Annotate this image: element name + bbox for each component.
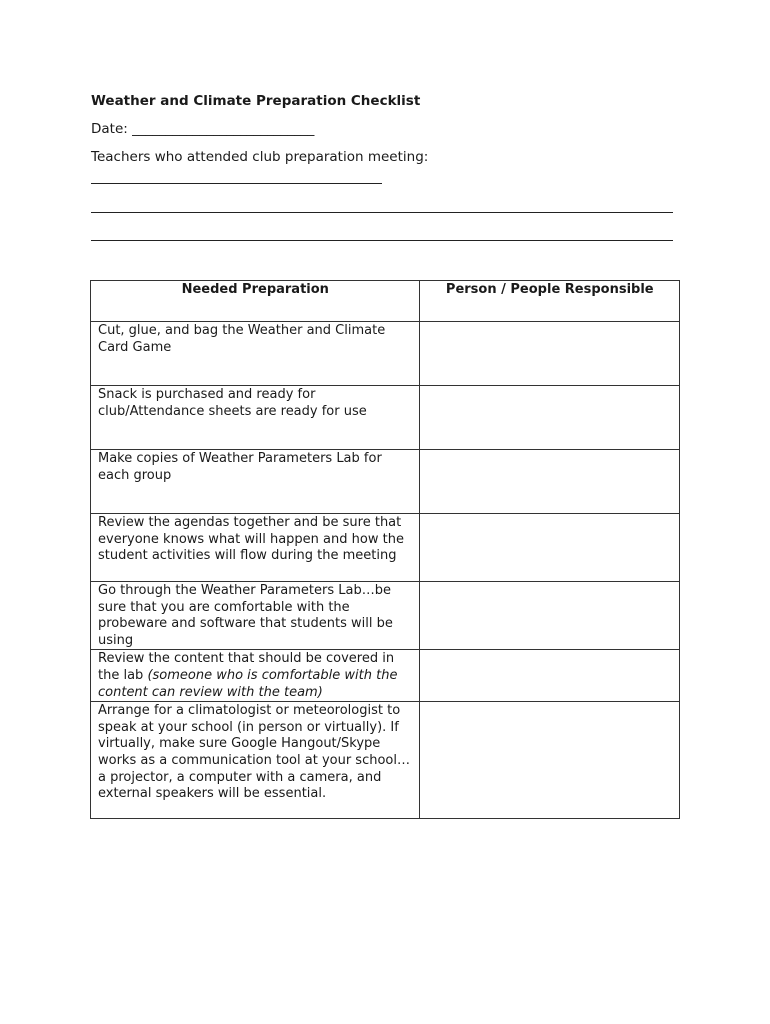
teachers-attended-label: Teachers who attended club preparation meeting: (91, 149, 429, 165)
task-text: Arrange for a climatologist or meteorologist to speak at your school (in person or virtually). If virtually, make sure Google Hangout/Skype works as a communication tool at your school…a projector, a computer with a camera, and external speakers will be essential. (98, 703, 410, 802)
table-row (91, 514, 680, 582)
teachers-blank-line-2 (91, 212, 673, 213)
task-text: Cut, glue, and bag the Weather and Climate Card Game (98, 323, 386, 355)
header-person-responsible: Person / People Responsible (419, 281, 679, 322)
task-cell (91, 322, 420, 386)
table-header-row (91, 281, 680, 322)
responsible-cell (419, 650, 679, 702)
task-text: Review the content that should be covered in the lab (98, 651, 395, 683)
task-note-italic: (someone who is comfortable with the content can review with the team) (98, 667, 398, 700)
responsible-cell (419, 582, 679, 650)
responsible-cell (419, 514, 679, 582)
table-row (91, 322, 680, 386)
task-cell (91, 450, 420, 514)
task-cell (91, 386, 420, 450)
task-cell (91, 582, 420, 650)
task-text: Review the agendas together and be sure that everyone knows what will happen and how the student activities will flow during the meeting (98, 515, 404, 564)
document-title: Weather and Climate Preparation Checklist (91, 93, 421, 109)
header-needed-preparation: Needed Preparation (91, 281, 420, 322)
table-row (91, 650, 680, 702)
task-cell (91, 702, 420, 819)
responsible-cell (419, 702, 679, 819)
table-row (91, 386, 680, 450)
task-text: Go through the Weather Parameters Lab…be sure that you are comfortable with the probeware and software that students will be using (98, 583, 393, 648)
task-text: Snack is purchased and ready for club/Attendance sheets are ready for use (98, 387, 367, 419)
task-cell (91, 514, 420, 582)
table-row (91, 582, 680, 650)
table-row (91, 702, 680, 819)
teachers-blank-line-3 (91, 240, 673, 241)
preparation-table (90, 280, 680, 819)
task-text: Make copies of Weather Parameters Lab for each group (98, 451, 382, 483)
table-row (91, 450, 680, 514)
responsible-cell (419, 450, 679, 514)
date-field-label: Date: ___________________________ (91, 121, 315, 137)
responsible-cell (419, 386, 679, 450)
teachers-blank-line-1 (91, 183, 382, 184)
responsible-cell (419, 322, 679, 386)
task-cell (91, 650, 420, 702)
